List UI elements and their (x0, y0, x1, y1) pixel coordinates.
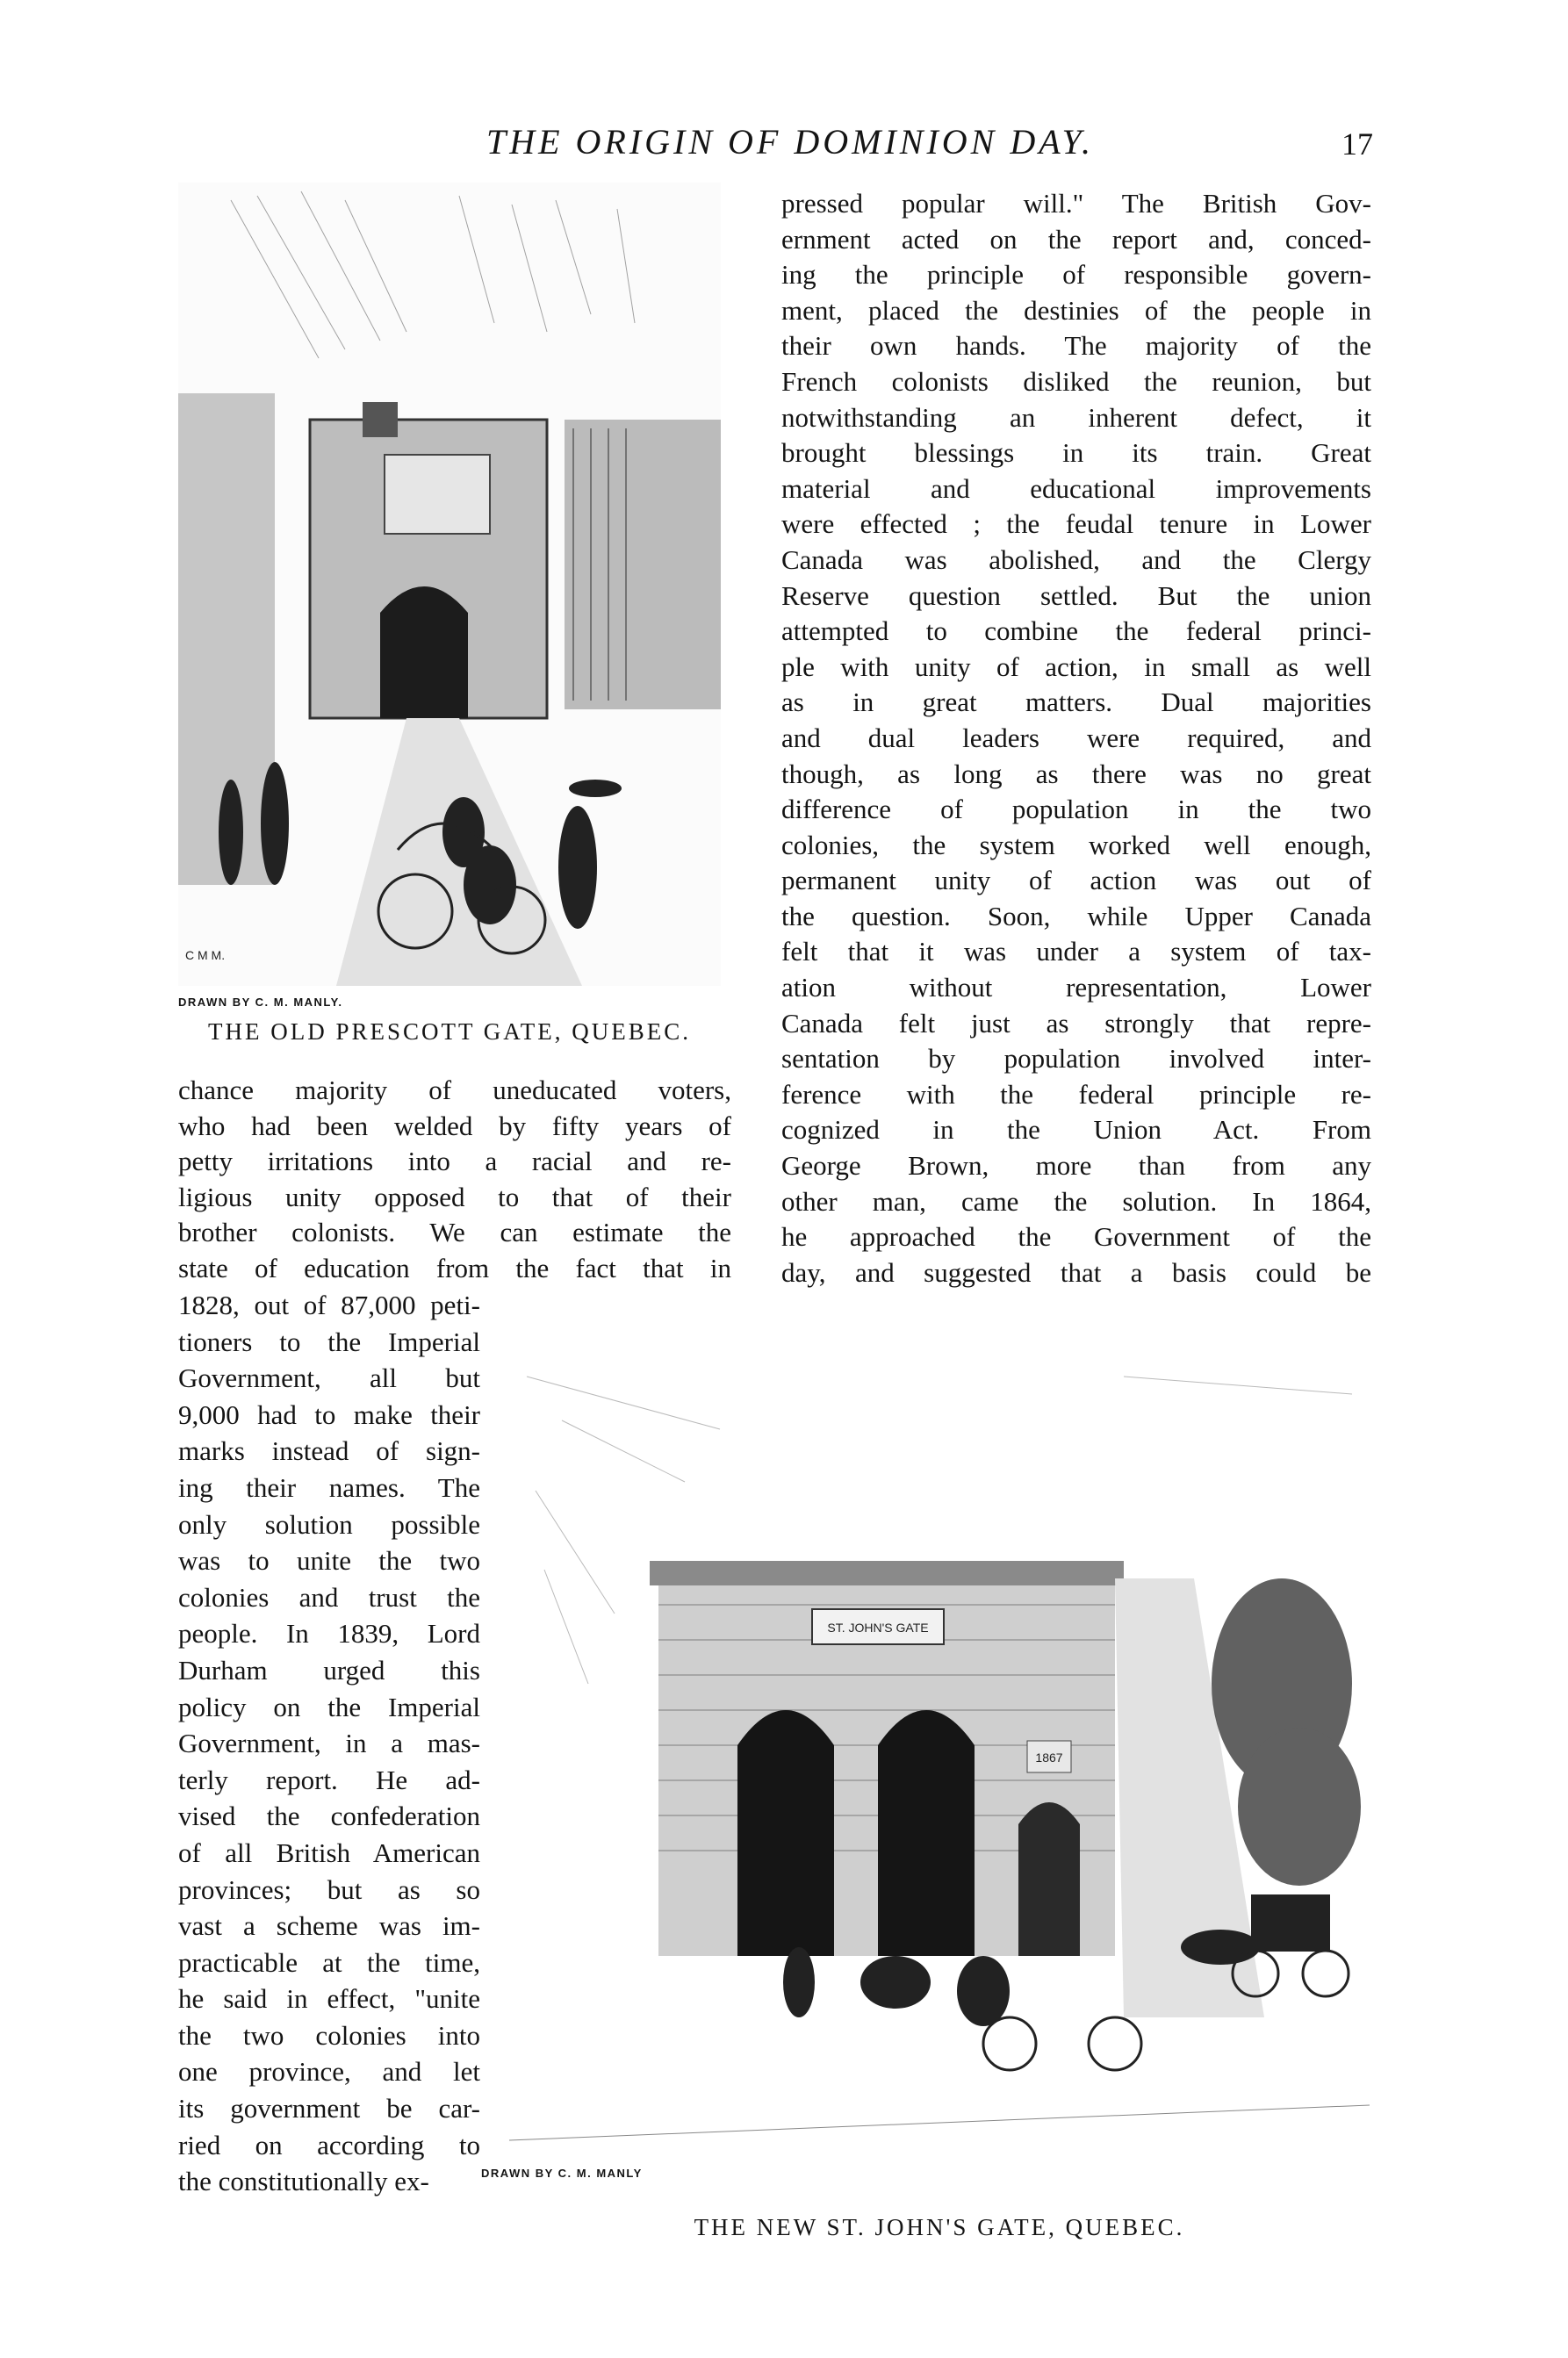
left-line: 1828, out of 87,000 peti- (178, 1290, 480, 1320)
right-line: ation without representation, Lower (781, 972, 1371, 1003)
right-line: Canada was abolished, and the Clergy (781, 543, 1371, 575)
left-line: who had been welded by fifty years of (178, 1110, 731, 1141)
left-line: brother colonists. We can estimate the (178, 1217, 731, 1248)
right-line: attempted to combine the federal princi- (781, 615, 1371, 647)
left-line: 9,000 had to make their (178, 1398, 480, 1430)
left-line: its government be car- (178, 2093, 480, 2124)
left-line: one province, and let (178, 2056, 480, 2088)
gate-sign: ST. JOHN'S GATE (827, 1621, 929, 1635)
right-column-text (781, 186, 1371, 1290)
old-prescott-gate-illustration (178, 183, 721, 986)
right-line: their own hands. The majority of the (781, 330, 1371, 362)
right-line: were effected ; the feudal tenure in Lower (781, 508, 1371, 540)
left-line: only solution possible (178, 1508, 480, 1540)
figure2-caption: THE NEW ST. JOHN'S GATE, QUEBEC. (694, 2214, 1185, 2240)
left-line: petty irritations into a racial and re- (178, 1146, 731, 1177)
left-line: vised the confederation (178, 1801, 480, 1832)
new-st-johns-gate-illustration (509, 1350, 1370, 2167)
right-line: and dual leaders were required, and (781, 722, 1371, 753)
left-line: was to unite the two (178, 1545, 480, 1577)
left-line: Government, in a mas- (178, 1728, 480, 1759)
right-line: permanent unity of action was out of (781, 865, 1371, 896)
left-line: marks instead of sign- (178, 1435, 480, 1467)
left-line: state of education from the fact that in (178, 1252, 731, 1283)
right-line: pressed popular will." The British Gov- (781, 188, 1371, 219)
right-line: other man, came the solution. In 1864, (781, 1185, 1371, 1217)
artist-monogram: C M M. (185, 948, 226, 962)
right-line: colonies, the system worked well enough, (781, 829, 1371, 860)
left-line: tioners to the Imperial (178, 1326, 480, 1357)
left-line: policy on the Imperial (178, 1691, 480, 1722)
left-line: the two colonies into (178, 2019, 480, 2051)
left-line: of all British American (178, 1837, 480, 1868)
left-line: vast a scheme was im- (178, 1910, 480, 1942)
left-line: ligious unity opposed to that of their (178, 1181, 731, 1212)
figure2-credit: DRAWN BY C. M. MANLY (481, 2167, 643, 2180)
left-line: the constitutionally ex- (178, 2166, 429, 2197)
figure1-caption: THE OLD PRESCOTT GATE, QUEBEC. (207, 1018, 691, 1045)
left-line: terly report. He ad- (178, 1764, 480, 1795)
left-line: Government, all but (178, 1362, 480, 1394)
right-line: ing the principle of responsible govern- (781, 259, 1371, 291)
left-line: he said in effect, "unite (178, 1983, 480, 2015)
left-column-top-text (178, 1073, 731, 1287)
right-line: ple with unity of action, in small as well (781, 651, 1371, 682)
left-line: ing their names. The (178, 1471, 480, 1503)
left-line: colonies and trust the (178, 1581, 480, 1613)
left-line: provinces; but as so (178, 1873, 480, 1905)
left-line: Durham urged this (178, 1654, 480, 1686)
right-line: French colonists disliked the reunion, but (781, 365, 1371, 397)
right-line: day, and suggested that a basis could be (781, 1256, 1371, 1288)
right-line: material and educational improvements (781, 472, 1371, 504)
left-line: ried on according to (178, 2129, 480, 2160)
right-line: he approached the Government of the (781, 1221, 1371, 1253)
right-line: cognized in the Union Act. From (781, 1114, 1371, 1146)
running-header: THE ORIGIN OF DOMINION DAY. (486, 122, 1095, 162)
right-line: the question. Soon, while Upper Canada (781, 900, 1371, 931)
right-line: Reserve question settled. But the union (781, 579, 1371, 611)
gate-date: 1867 (1035, 1751, 1063, 1765)
left-column-narrow-text (178, 1287, 480, 2200)
right-line: notwithstanding an inherent defect, it (781, 401, 1371, 433)
right-line: difference of population in the two (781, 794, 1371, 825)
right-line: George Brown, more than from any (781, 1150, 1371, 1182)
left-line: chance majority of uneducated voters, (178, 1075, 731, 1105)
page-number: 17 (1341, 126, 1373, 162)
right-line: though, as long as there was no great (781, 758, 1371, 789)
right-line: felt that it was under a system of tax- (781, 936, 1371, 967)
figure1-credit: DRAWN BY C. M. MANLY. (178, 996, 343, 1009)
right-line: ference with the federal principle re- (781, 1078, 1371, 1110)
left-line: practicable at the time, (178, 1946, 480, 1978)
right-line: as in great matters. Dual majorities (781, 687, 1371, 718)
right-line: sentation by population involved inter- (781, 1043, 1371, 1075)
right-line: ment, placed the destinies of the people in (781, 294, 1371, 326)
right-line: ernment acted on the report and, conced- (781, 223, 1371, 255)
right-line: brought blessings in its train. Great (781, 437, 1371, 469)
left-line: people. In 1839, Lord (178, 1618, 480, 1650)
right-line: Canada felt just as strongly that repre- (781, 1007, 1371, 1039)
